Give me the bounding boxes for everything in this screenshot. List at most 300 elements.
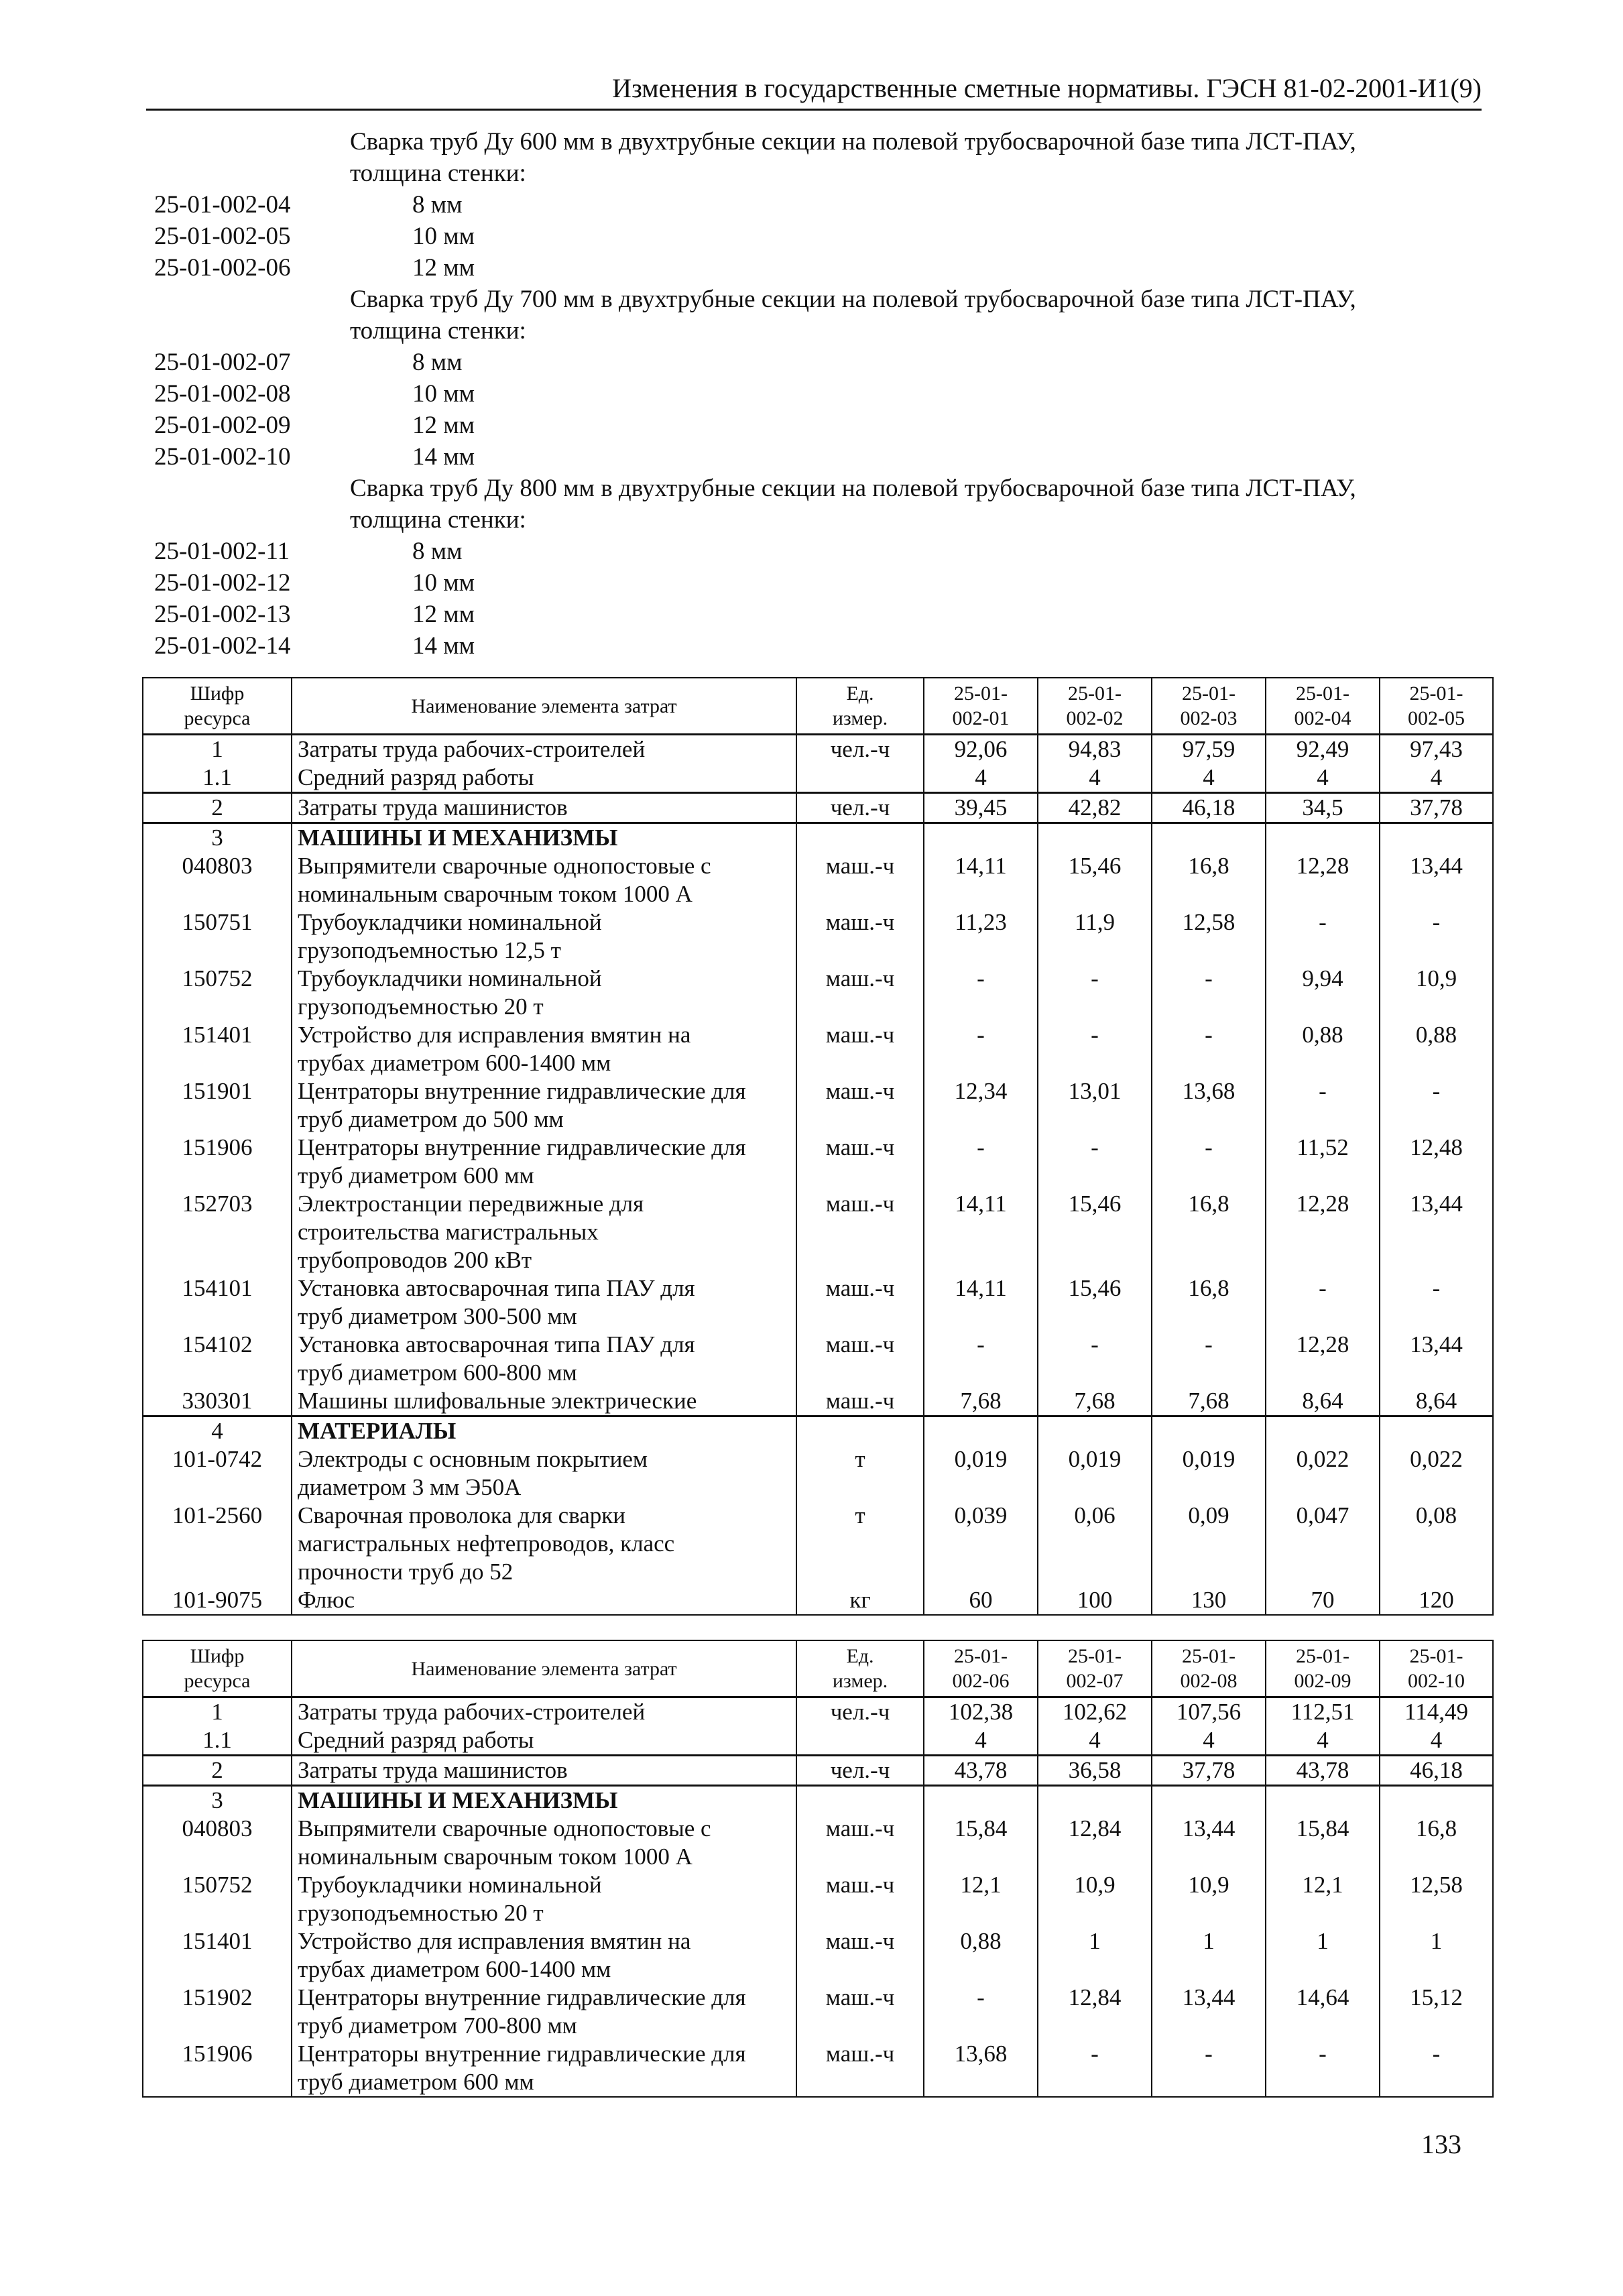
value-cell: 16,8 — [1152, 1190, 1266, 1274]
value-cell: 13,44 — [1380, 1190, 1493, 1274]
norm-code: 25-01-002-04 — [154, 191, 291, 219]
value-cell: 13,68 — [1152, 1077, 1266, 1134]
norm-table-1 — [142, 677, 1494, 1616]
code-row — [154, 347, 1482, 378]
cost-element-name-line: Сварочная проволока для сварки — [298, 1502, 626, 1528]
value-cell: 100 — [1038, 1586, 1152, 1615]
unit-cell: кг — [796, 1586, 924, 1615]
cost-element-name-line: Трубоукладчики номинальной — [298, 909, 602, 935]
cost-element-name-line: Центраторы внутренние гидравлические для — [298, 1078, 746, 1104]
cost-element-name-line: Машины шлифовальные электрические — [298, 1388, 697, 1414]
value-cell: - — [1152, 1134, 1266, 1190]
header-norm-column — [1380, 1640, 1493, 1697]
page-number: 133 — [1421, 2129, 1461, 2159]
wall-thickness: 8 мм — [412, 349, 463, 376]
value-cell — [1266, 1416, 1380, 1446]
wall-thickness: 12 мм — [412, 412, 475, 439]
table-row — [143, 764, 1493, 793]
value-cell: - — [1152, 2040, 1266, 2097]
header-norm-line: 002-07 — [1066, 1670, 1124, 1692]
value-cell: 43,78 — [1266, 1756, 1380, 1786]
value-cell: 102,38 — [924, 1697, 1038, 1727]
value-cell — [1152, 1786, 1266, 1815]
table-row — [143, 1756, 1493, 1786]
cost-element-name-line: труб диаметром 700-800 мм — [298, 2012, 577, 2039]
unit-cell: маш.-ч — [796, 1190, 924, 1274]
cost-element-name — [292, 1984, 796, 2040]
cost-element-name-line: Трубоукладчики номинальной — [298, 965, 602, 991]
unit-cell — [796, 764, 924, 793]
cost-element-name-line: Установка автосварочная типа ПАУ для — [298, 1275, 695, 1301]
section-row — [143, 823, 1493, 853]
value-cell: - — [1038, 1331, 1152, 1387]
header-unit-line: измер. — [832, 707, 888, 729]
code-row — [154, 378, 1482, 410]
value-cell — [1380, 823, 1493, 853]
unit-cell — [796, 823, 924, 853]
resource-code: 151902 — [143, 1984, 292, 2040]
value-cell: 13,44 — [1380, 1331, 1493, 1387]
unit-cell: маш.-ч — [796, 1077, 924, 1134]
value-cell: 12,1 — [924, 1871, 1038, 1927]
value-cell: 0,08 — [1380, 1502, 1493, 1586]
cost-element-name-line: грузоподъемностью 20 т — [298, 1900, 544, 1926]
unit-cell — [796, 1786, 924, 1815]
group-title-line: Сварка труб Ду 700 мм в двухтрубные секции на полевой трубосварочной базе типа ЛСТ-ПАУ, — [350, 286, 1356, 313]
value-cell: 0,019 — [924, 1445, 1038, 1502]
header-norm-line: 002-03 — [1180, 707, 1238, 729]
value-cell: 10,9 — [1038, 1871, 1152, 1927]
resource-code: 150751 — [143, 908, 292, 965]
table-row — [143, 1586, 1493, 1615]
code-row — [154, 252, 1482, 284]
header-norm-line: 002-10 — [1408, 1670, 1465, 1692]
header-code-line: ресурса — [184, 1670, 251, 1692]
header-norm-column — [924, 1640, 1038, 1697]
cost-element-name-line: труб диаметром до 500 мм — [298, 1106, 564, 1132]
resource-code: 1.1 — [143, 1726, 292, 1756]
resource-code: 152703 — [143, 1190, 292, 1274]
norm-code: 25-01-002-05 — [154, 223, 291, 250]
code-row — [154, 441, 1482, 473]
cost-element-name-line: Выпрямители сварочные однопостовые с — [298, 853, 711, 879]
header-norm-line: 002-04 — [1294, 707, 1351, 729]
resource-code: 4 — [143, 1416, 292, 1446]
cost-element-name — [292, 735, 796, 764]
value-cell: - — [924, 1331, 1038, 1387]
cost-element-name-line: Трубоукладчики номинальной — [298, 1872, 602, 1898]
value-cell: 0,06 — [1038, 1502, 1152, 1586]
group-title-line: толщина стенки: — [350, 506, 526, 534]
resource-code: 154101 — [143, 1274, 292, 1331]
cost-element-name-line: Устройство для исправления вмятин на — [298, 1022, 691, 1048]
norm-code: 25-01-002-13 — [154, 601, 291, 628]
resource-code: 101-0742 — [143, 1445, 292, 1502]
table-row — [143, 1331, 1493, 1387]
cost-element-name — [292, 1021, 796, 1077]
resource-code: 1.1 — [143, 764, 292, 793]
code-row — [154, 567, 1482, 599]
header-code-line: Шифр — [190, 682, 245, 705]
cost-element-name-line: Затраты труда машинистов — [298, 794, 568, 821]
value-cell: 12,28 — [1266, 1331, 1380, 1387]
value-cell: 94,83 — [1038, 735, 1152, 764]
unit-cell: маш.-ч — [796, 1984, 924, 2040]
cost-element-name — [292, 1190, 796, 1274]
value-cell: 0,047 — [1266, 1502, 1380, 1586]
value-cell: 12,84 — [1038, 1815, 1152, 1871]
cost-element-name-line: номинальным сварочным током 1000 А — [298, 1844, 693, 1870]
value-cell: 16,8 — [1152, 852, 1266, 908]
unit-cell: маш.-ч — [796, 852, 924, 908]
value-cell: 4 — [924, 1726, 1038, 1756]
resource-code: 150752 — [143, 1871, 292, 1927]
value-cell: 4 — [1038, 764, 1152, 793]
value-cell: 12,58 — [1152, 908, 1266, 965]
cost-element-name — [292, 1756, 796, 1786]
value-cell: - — [1152, 965, 1266, 1021]
resource-code: 3 — [143, 823, 292, 853]
cost-element-name — [292, 1331, 796, 1387]
group-title-line: толщина стенки: — [350, 160, 526, 187]
header-norm-line: 002-02 — [1066, 707, 1124, 729]
value-cell: 15,46 — [1038, 852, 1152, 908]
cost-element-name-line: Центраторы внутренние гидравлические для — [298, 2041, 746, 2067]
wall-thickness: 10 мм — [412, 569, 475, 597]
header-name: Наименование элемента затрат — [292, 678, 796, 735]
cost-element-name — [292, 1134, 796, 1190]
cost-element-name-line: Средний разряд работы — [298, 764, 534, 790]
value-cell: 114,49 — [1380, 1697, 1493, 1727]
header-code — [143, 678, 292, 735]
value-cell: 14,11 — [924, 1274, 1038, 1331]
value-cell — [1380, 1416, 1493, 1446]
unit-cell: маш.-ч — [796, 1815, 924, 1871]
table-row — [143, 2040, 1493, 2097]
table-row — [143, 1387, 1493, 1416]
group-title-line: толщина стенки: — [350, 317, 526, 345]
header-unit-line: Ед. — [846, 1645, 874, 1667]
cost-element-name-line: Электроды с основным покрытием — [298, 1446, 648, 1472]
header-unit — [796, 1640, 924, 1697]
norm-code: 25-01-002-09 — [154, 412, 291, 439]
value-cell: 14,11 — [924, 852, 1038, 908]
header-norm-column — [1266, 1640, 1380, 1697]
value-cell — [1038, 1416, 1152, 1446]
cost-element-name-line: Затраты труда машинистов — [298, 1757, 568, 1783]
value-cell: - — [1266, 2040, 1380, 2097]
cost-element-name — [292, 1871, 796, 1927]
cost-element-name-line: труб диаметром 600-800 мм — [298, 1360, 577, 1386]
cost-element-name-line: труб диаметром 600 мм — [298, 1162, 534, 1189]
value-cell — [1266, 823, 1380, 853]
table-row — [143, 1190, 1493, 1274]
header-norm-line: 25-01- — [1068, 1645, 1122, 1667]
wall-thickness: 12 мм — [412, 601, 475, 628]
header-norm-line: 002-08 — [1180, 1670, 1238, 1692]
unit-cell: маш.-ч — [796, 1331, 924, 1387]
table-row — [143, 1871, 1493, 1927]
code-row — [154, 221, 1482, 252]
cost-element-name-line: грузоподъемностью 20 т — [298, 993, 544, 1020]
cost-element-name — [292, 852, 796, 908]
value-cell: 11,23 — [924, 908, 1038, 965]
table-row — [143, 1815, 1493, 1871]
unit-cell: чел.-ч — [796, 735, 924, 764]
value-cell: 112,51 — [1266, 1697, 1380, 1727]
value-cell — [1152, 823, 1266, 853]
code-row — [154, 536, 1482, 567]
table-row — [143, 1726, 1493, 1756]
value-cell — [1038, 1786, 1152, 1815]
value-cell: 15,84 — [1266, 1815, 1380, 1871]
value-cell: 11,52 — [1266, 1134, 1380, 1190]
value-cell: 0,09 — [1152, 1502, 1266, 1586]
value-cell: 9,94 — [1266, 965, 1380, 1021]
unit-cell: маш.-ч — [796, 1274, 924, 1331]
header-norm-column — [1038, 678, 1152, 735]
value-cell: 16,8 — [1380, 1815, 1493, 1871]
header-norm-line: 25-01- — [1182, 1645, 1236, 1667]
value-cell: 13,01 — [1038, 1077, 1152, 1134]
cost-element-name-line: трубах диаметром 600-1400 мм — [298, 1050, 611, 1076]
value-cell: 130 — [1152, 1586, 1266, 1615]
value-cell: 10,9 — [1380, 965, 1493, 1021]
resource-code: 151906 — [143, 2040, 292, 2097]
norm-code: 25-01-002-06 — [154, 254, 291, 282]
value-cell: - — [924, 1021, 1038, 1077]
value-cell: 60 — [924, 1586, 1038, 1615]
cost-element-name — [292, 1815, 796, 1871]
value-cell — [1266, 1786, 1380, 1815]
value-cell: 42,82 — [1038, 793, 1152, 823]
unit-cell: т — [796, 1502, 924, 1586]
value-cell: 4 — [1266, 764, 1380, 793]
value-cell: 12,58 — [1380, 1871, 1493, 1927]
cost-element-name — [292, 1586, 796, 1615]
unit-cell: маш.-ч — [796, 1871, 924, 1927]
unit-cell: чел.-ч — [796, 793, 924, 823]
unit-cell: маш.-ч — [796, 1021, 924, 1077]
table-header-row — [143, 1640, 1493, 1697]
header-norm-line: 25-01- — [954, 682, 1008, 705]
cost-element-name-line: МАШИНЫ И МЕХАНИЗМЫ — [298, 1787, 618, 1813]
value-cell — [1152, 1416, 1266, 1446]
value-cell: - — [1380, 908, 1493, 965]
table-row — [143, 1984, 1493, 2040]
header-norm-line: 25-01- — [1296, 1645, 1349, 1667]
unit-cell — [796, 1726, 924, 1756]
value-cell: 0,019 — [1038, 1445, 1152, 1502]
value-cell: - — [1038, 1134, 1152, 1190]
value-cell — [924, 1786, 1038, 1815]
cost-element-name-line: Выпрямители сварочные однопостовые с — [298, 1815, 711, 1841]
value-cell: 92,49 — [1266, 735, 1380, 764]
value-cell — [924, 823, 1038, 853]
resource-code: 040803 — [143, 852, 292, 908]
norm-code: 25-01-002-10 — [154, 443, 291, 471]
value-cell: - — [924, 1984, 1038, 2040]
resource-code: 151906 — [143, 1134, 292, 1190]
value-cell: - — [1266, 908, 1380, 965]
cost-element-name-line: магистральных нефтепроводов, класс — [298, 1530, 675, 1557]
unit-cell — [796, 1416, 924, 1446]
value-cell: - — [1038, 965, 1152, 1021]
unit-cell: чел.-ч — [796, 1697, 924, 1727]
table-row — [143, 735, 1493, 764]
value-cell: 46,18 — [1152, 793, 1266, 823]
cost-element-name-line: номинальным сварочным током 1000 А — [298, 881, 693, 907]
resource-code: 150752 — [143, 965, 292, 1021]
cost-element-name-line: прочности труб до 52 — [298, 1559, 514, 1585]
value-cell: 34,5 — [1266, 793, 1380, 823]
value-cell: 16,8 — [1152, 1274, 1266, 1331]
section-row — [143, 1416, 1493, 1446]
resource-code: 101-2560 — [143, 1502, 292, 1586]
norm-code: 25-01-002-11 — [154, 538, 290, 565]
table-row — [143, 965, 1493, 1021]
value-cell: 13,44 — [1152, 1984, 1266, 2040]
header-name: Наименование элемента затрат — [292, 1640, 796, 1697]
header-norm-column — [1266, 678, 1380, 735]
wall-thickness: 8 мм — [412, 191, 463, 219]
value-cell: 12,34 — [924, 1077, 1038, 1134]
header-norm-line: 002-05 — [1408, 707, 1465, 729]
wall-thickness: 12 мм — [412, 254, 475, 282]
value-cell: 12,84 — [1038, 1984, 1152, 2040]
cost-element-name-line: Затраты труда рабочих-строителей — [298, 1699, 646, 1725]
header-norm-line: 25-01- — [1182, 682, 1236, 705]
value-cell: 13,44 — [1152, 1815, 1266, 1871]
value-cell: 8,64 — [1380, 1387, 1493, 1416]
value-cell: - — [1380, 1077, 1493, 1134]
table-row — [143, 1697, 1493, 1727]
resource-code: 1 — [143, 735, 292, 764]
header-norm-line: 25-01- — [954, 1645, 1008, 1667]
value-cell: 4 — [1152, 1726, 1266, 1756]
resource-code: 154102 — [143, 1331, 292, 1387]
cost-element-name — [292, 764, 796, 793]
cost-element-name — [292, 1502, 796, 1586]
value-cell: - — [1152, 1021, 1266, 1077]
header-norm-line: 25-01- — [1068, 682, 1122, 705]
value-cell: 37,78 — [1380, 793, 1493, 823]
cost-element-name-line: строительства магистральных — [298, 1219, 599, 1245]
cost-element-name — [292, 1697, 796, 1727]
value-cell: 36,58 — [1038, 1756, 1152, 1786]
resource-code: 101-9075 — [143, 1586, 292, 1615]
value-cell: 7,68 — [1152, 1387, 1266, 1416]
value-cell: 4 — [924, 764, 1038, 793]
cost-element-name-line: Установка автосварочная типа ПАУ для — [298, 1331, 695, 1357]
value-cell: - — [1380, 1274, 1493, 1331]
header-code — [143, 1640, 292, 1697]
value-cell: 4 — [1266, 1726, 1380, 1756]
wall-thickness: 10 мм — [412, 223, 475, 250]
value-cell: 15,46 — [1038, 1190, 1152, 1274]
unit-cell: маш.-ч — [796, 1134, 924, 1190]
value-cell: - — [924, 1134, 1038, 1190]
unit-cell: маш.-ч — [796, 1387, 924, 1416]
value-cell: 12,48 — [1380, 1134, 1493, 1190]
cost-element-name-line: Устройство для исправления вмятин на — [298, 1928, 691, 1954]
value-cell: 12,1 — [1266, 1871, 1380, 1927]
value-cell: 0,88 — [1380, 1021, 1493, 1077]
resource-code: 330301 — [143, 1387, 292, 1416]
cost-element-name — [292, 2040, 796, 2097]
value-cell: 97,59 — [1152, 735, 1266, 764]
norm-table-2 — [142, 1640, 1494, 2098]
value-cell: 15,84 — [924, 1815, 1038, 1871]
cost-element-name-line: Центраторы внутренние гидравлические для — [298, 1134, 746, 1160]
cost-element-name-line: трубопроводов 200 кВт — [298, 1247, 532, 1273]
value-cell: 7,68 — [924, 1387, 1038, 1416]
resource-code: 040803 — [143, 1815, 292, 1871]
value-cell: 12,28 — [1266, 852, 1380, 908]
resource-code: 1 — [143, 1697, 292, 1727]
value-cell: 4 — [1380, 764, 1493, 793]
table-row — [143, 1445, 1493, 1502]
unit-cell: маш.-ч — [796, 1927, 924, 1984]
value-cell — [1380, 1786, 1493, 1815]
cost-element-name-line: Электростанции передвижные для — [298, 1191, 644, 1217]
value-cell: 1 — [1038, 1927, 1152, 1984]
value-cell: 0,88 — [1266, 1021, 1380, 1077]
section-row — [143, 1786, 1493, 1815]
value-cell: 4 — [1038, 1726, 1152, 1756]
unit-cell: т — [796, 1445, 924, 1502]
value-cell: 0,022 — [1266, 1445, 1380, 1502]
value-cell: - — [1038, 2040, 1152, 2097]
table-row — [143, 1134, 1493, 1190]
value-cell: 0,022 — [1380, 1445, 1493, 1502]
table-row — [143, 852, 1493, 908]
wall-thickness: 8 мм — [412, 538, 463, 565]
value-cell: 97,43 — [1380, 735, 1493, 764]
value-cell: 4 — [1152, 764, 1266, 793]
value-cell: 46,18 — [1380, 1756, 1493, 1786]
cost-element-name-line: грузоподъемностью 12,5 т — [298, 937, 561, 963]
table-row — [143, 1502, 1493, 1586]
cost-element-name-line: трубах диаметром 600-1400 мм — [298, 1956, 611, 1982]
value-cell: - — [1038, 1021, 1152, 1077]
value-cell: 120 — [1380, 1586, 1493, 1615]
value-cell: 12,28 — [1266, 1190, 1380, 1274]
unit-cell: чел.-ч — [796, 1756, 924, 1786]
table-row — [143, 793, 1493, 823]
norm-code: 25-01-002-14 — [154, 632, 291, 660]
value-cell: 70 — [1266, 1586, 1380, 1615]
table-row — [143, 1274, 1493, 1331]
cost-element-name — [292, 1726, 796, 1756]
value-cell: - — [1266, 1077, 1380, 1134]
norm-codes-list — [154, 126, 1482, 662]
value-cell: 1 — [1266, 1927, 1380, 1984]
value-cell: - — [1266, 1274, 1380, 1331]
value-cell: 0,88 — [924, 1927, 1038, 1984]
value-cell: 0,039 — [924, 1502, 1038, 1586]
value-cell: 4 — [1380, 1726, 1493, 1756]
wall-thickness: 10 мм — [412, 380, 475, 408]
wall-thickness: 14 мм — [412, 443, 475, 471]
header-norm-line: 002-01 — [952, 707, 1010, 729]
value-cell: 8,64 — [1266, 1387, 1380, 1416]
table-row — [143, 1077, 1493, 1134]
cost-element-name-line: МАШИНЫ И МЕХАНИЗМЫ — [298, 825, 618, 851]
header-norm-line: 25-01- — [1409, 1645, 1463, 1667]
header-unit-line: Ед. — [846, 682, 874, 705]
value-cell: - — [1152, 1331, 1266, 1387]
